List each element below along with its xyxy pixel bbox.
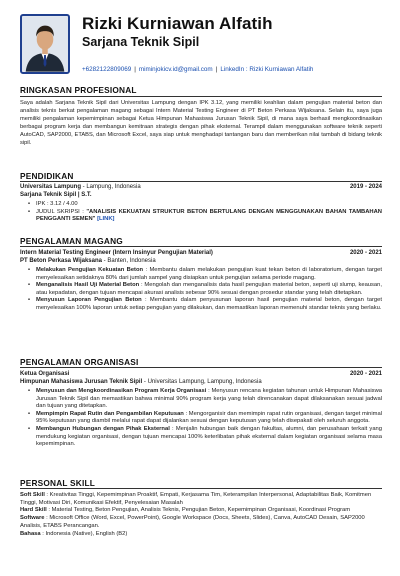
profile-photo-image — [22, 16, 68, 72]
contact-separator: | — [215, 66, 218, 73]
phone-link[interactable]: +6282122809069 — [82, 66, 132, 73]
thesis-title: "ANALISIS KEKUATAN STRUKTUR BETON BERTULANG DENGAN MENGGUNAKAN BAHAN TAMBAHAN PENGGANTI SEMEN" — [36, 208, 382, 223]
section-divider — [20, 96, 382, 97]
organization-name: Himpunan Mahasiswa Jurusan Teknik Sipil — [20, 379, 143, 385]
hard-skill-text: : Material Testing, Beton Pengujian, Analisis Teknis, Pengujian Beton, Kepemimpinan Organisasi, Koordinasi Program — [46, 507, 351, 514]
item-text: : Membantu dalam penyusunan laporan hasil pengujian material beton, dengan target menyelesaikan 100% laporan untuk setiap pengujian yang dilakukan, dan memastikan laporan memenuhi standar teknis yang berlaku. — [36, 297, 382, 311]
item-text: : Membantu dalam melakukan pengujian kuat tekan beton di laboratorium, dengan target menyelesaikan setidaknya 80% dari jumlah sampel yang disiapkan untuk pengujian selama periode magang. — [36, 267, 382, 281]
internship-company — [20, 258, 156, 266]
list-item — [28, 209, 382, 224]
university-location: - Lampung, Indonesia — [81, 184, 141, 190]
item-text: : Menjalin hubungan baik dengan fakultas, alumni, dan perusahaan terkait yang mendukung kegiatan organisasi, dengan tujuan mencapai 100% keterlibatan pihak eksternal dalam kegiatan organisasi selama masa kepemimpinan. — [36, 425, 382, 448]
list-item — [28, 282, 382, 297]
university-name: Universitas Lampung — [20, 184, 82, 190]
section-divider — [20, 367, 382, 368]
software-label: Software — [20, 515, 45, 522]
item-heading: Menganalisis Hasil Uji Material Beton — [36, 282, 140, 289]
summary-text: Saya adalah Sarjana Teknik Sipil dari Universitas Lampung dengan IPK 3.12, yang memiliki keahlian dalam pengujian material beton dan analisis teknis berkat pengalaman magang sebagai Intern Material Testing Engineer di PT Beton Perkasa Wijaksana. Selain itu, saya juga memiliki pengalaman kepemimpinan sebagai Ketua Himpunan Mahasiswa Jurusan Teknik Sipil, di mana saya berhasil mengkoordinasikan berbagai program kerja dan membangun kemitraan strategis dengan pihak eksternal. Terampil dalam menggunakan software teknik seperti AutoCAD, SAP2000, ETABS, dan Microsoft Excel, saya siap untuk menghadapi tantangan baru dan memberikan nilai tambah di bidang teknik sipil. — [20, 100, 382, 146]
organization-role: Ketua Organisasi — [20, 371, 70, 377]
degree-short: | S.T. — [76, 192, 92, 198]
education-degree — [20, 192, 92, 200]
list-item — [28, 388, 382, 411]
soft-skill-line — [20, 492, 382, 507]
degree-name: Sarjana Teknik Sipil — [20, 192, 77, 198]
hard-skill-line — [20, 507, 382, 515]
hard-skill-label: Hard Skill — [20, 507, 47, 514]
item-text: : Mengolah dan menganalisis data hasil pengujian material beton, seperti uji slump, keausan, atau kepadatan, dengan tujuan mencapai akurasi analisis sebesar 90% sesuai dengan prosedur standar yang telah ditetapkan. — [36, 282, 382, 296]
ipk-text: IPK : 3.12 / 4.00 — [36, 201, 78, 207]
candidate-name: Rizki Kurniawan Alfatih — [82, 14, 273, 33]
organization-location: - Universitas Lampung, Lampung, Indonesia — [142, 379, 262, 385]
list-item — [28, 267, 382, 282]
resume-header — [20, 14, 382, 74]
software-line — [20, 515, 382, 530]
section-divider — [20, 246, 382, 247]
organization-heading: PENGALAMAN ORGANISASI — [20, 357, 139, 367]
internship-list — [28, 267, 382, 313]
thesis-link[interactable]: [LINK] — [97, 216, 115, 223]
list-item — [28, 201, 382, 209]
contact-separator: | — [134, 66, 136, 73]
soft-skill-label: Soft Skill — [20, 492, 45, 498]
education-institution — [20, 184, 141, 192]
internship-heading: PENGALAMAN MAGANG — [20, 236, 123, 246]
email-link[interactable]: miminjokicv.id@gmail.com — [138, 66, 213, 73]
education-period: 2019 - 2024 — [349, 184, 382, 190]
item-text: : Menyusun rencana kegiatan tahunan untuk Himpunan Mahasiswa Jurusan Teknik Sipil dan memastikan bahwa minimal 90% program kerja yang telah direncanakan dapat dilaksanakan sesuai jadwal dan tujuan yang ditetapkan. — [36, 388, 382, 410]
section-divider — [20, 488, 382, 489]
language-text: : Indonesia (Native), English (B2) — [40, 530, 128, 537]
item-heading: Melakukan Pengujian Kekuatan Beton — [36, 267, 144, 273]
item-heading: Menyusun Laporan Pengujian Beton — [36, 297, 142, 304]
company-name: PT Beton Perkasa Wijaksana — [20, 258, 102, 264]
language-label: Bahasa — [20, 530, 41, 537]
list-item — [28, 411, 382, 426]
item-text: : Mengorganisir dan memimpin rapat rutin organisasi, dengan target minimal 95% keputusan yang diambil melalui rapat dapat dijalankan sesuai dengan keputusan yang telah disepakati oleh seluruh anggota. — [36, 410, 383, 425]
organization-period: 2020 - 2021 — [349, 371, 382, 377]
software-text: : Microsoft Office (Word, Excel, PowerPoint), Google Workspace (Docs, Sheets, Slides), Canva, AutoCAD Desain, SAP2000 Analisis, ETABS Perancangan. — [20, 515, 365, 529]
organization-list — [28, 388, 382, 449]
item-heading: Membangun Hubungan dengan Pihak Eksternal — [36, 425, 170, 432]
item-heading: Mempimpin Rapat Rutin dan Pengambilan Keputusan — [36, 410, 184, 417]
thesis-label: JUDUL SKRIPSI : — [36, 208, 87, 215]
language-line — [20, 531, 382, 539]
education-details — [28, 201, 382, 224]
summary-heading: RINGKASAN PROFESIONAL — [20, 85, 137, 95]
list-item — [28, 426, 382, 449]
company-location: - Banten, Indonesia — [101, 258, 156, 264]
section-divider — [20, 181, 382, 182]
item-heading: Menyusun dan Mengkoordinasikan Program Kerja Organisasi — [36, 388, 207, 394]
internship-role: Intern Material Testing Engineer (Intern Insinyur Pengujian Material) — [20, 250, 213, 256]
skills-heading: PERSONAL SKILL — [20, 478, 96, 488]
contact-line — [82, 66, 382, 73]
education-heading: PENDIDIKAN — [20, 171, 74, 181]
profile-photo — [20, 14, 70, 74]
skills-block — [20, 492, 382, 538]
organization-name-line — [20, 379, 262, 387]
list-item — [28, 297, 382, 312]
soft-skill-text: : Kreativitas Tinggi, Kepemimpinan Proaktif, Empati, Kerjasama Tim, Keterampilan Interpersonal, Adaptabilitas Baik, Komitmen Tinggi, Motivasi Diri, Komunikasi Efektif, Penyelesaian Masalah — [20, 492, 372, 506]
linkedin-link[interactable]: LinkedIn : Rizki Kurniawan Alfatih — [220, 66, 314, 73]
candidate-degree: Sarjana Teknik Sipil — [82, 35, 200, 49]
internship-period: 2020 - 2021 — [349, 250, 382, 256]
